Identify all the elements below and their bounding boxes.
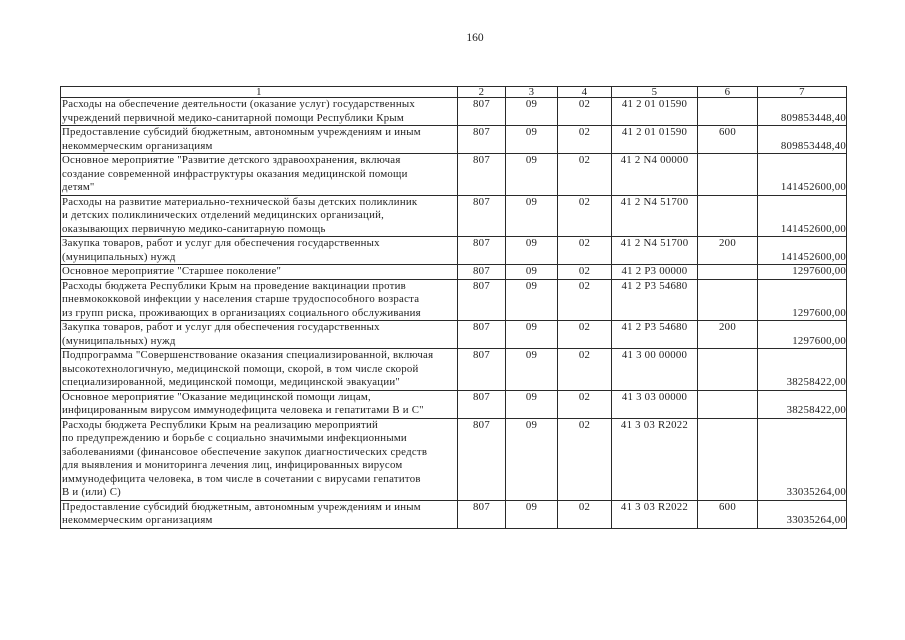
subsection-code: 02 xyxy=(558,98,612,126)
amount: 38258422,00 xyxy=(758,349,847,391)
section-code: 09 xyxy=(506,126,558,154)
section-code: 09 xyxy=(506,349,558,391)
table-header-row xyxy=(61,87,847,98)
expense-type-code: 600 xyxy=(698,126,758,154)
expense-type-code xyxy=(698,349,758,391)
expense-type-code xyxy=(698,390,758,418)
department-code: 807 xyxy=(458,154,506,196)
subsection-code: 02 xyxy=(558,237,612,265)
target-article-code: 41 2 P3 54680 xyxy=(612,321,698,349)
column-number-header: 4 xyxy=(558,87,612,98)
department-code: 807 xyxy=(458,390,506,418)
target-article-code: 41 3 03 00000 xyxy=(612,390,698,418)
item-description: Расходы бюджета Республики Крым на проведение вакцинации против пневмококковой инфекции у населения старше трудоспособного возраста из групп риска, проживающих в организациях социального обслуживания xyxy=(61,279,458,321)
section-code: 09 xyxy=(506,390,558,418)
expense-type-code xyxy=(698,265,758,280)
department-code: 807 xyxy=(458,279,506,321)
table-row xyxy=(61,349,847,391)
table-row xyxy=(61,154,847,196)
section-code: 09 xyxy=(506,500,558,528)
target-article-code: 41 3 03 R2022 xyxy=(612,418,698,500)
item-description: Закупка товаров, работ и услуг для обеспечения государственных (муниципальных) нужд xyxy=(61,321,458,349)
amount: 141452600,00 xyxy=(758,195,847,237)
expense-type-code xyxy=(698,154,758,196)
target-article-code: 41 2 P3 54680 xyxy=(612,279,698,321)
column-number-header: 6 xyxy=(698,87,758,98)
amount: 33035264,00 xyxy=(758,500,847,528)
department-code: 807 xyxy=(458,195,506,237)
subsection-code: 02 xyxy=(558,265,612,280)
amount: 33035264,00 xyxy=(758,418,847,500)
column-number-header: 3 xyxy=(506,87,558,98)
department-code: 807 xyxy=(458,126,506,154)
target-article-code: 41 3 00 00000 xyxy=(612,349,698,391)
column-number-header: 7 xyxy=(758,87,847,98)
section-code: 09 xyxy=(506,418,558,500)
budget-table xyxy=(60,86,847,529)
expense-type-code: 200 xyxy=(698,321,758,349)
department-code: 807 xyxy=(458,418,506,500)
item-description: Основное мероприятие "Старшее поколение" xyxy=(61,265,458,280)
amount: 809853448,40 xyxy=(758,126,847,154)
section-code: 09 xyxy=(506,279,558,321)
section-code: 09 xyxy=(506,98,558,126)
item-description: Основное мероприятие "Оказание медицинской помощи лицам, инфицированным вирусом иммунодефицита человека и гепатитами В и С" xyxy=(61,390,458,418)
table-row xyxy=(61,98,847,126)
table-row xyxy=(61,126,847,154)
table-row xyxy=(61,390,847,418)
table-row xyxy=(61,237,847,265)
target-article-code: 41 2 P3 00000 xyxy=(612,265,698,280)
subsection-code: 02 xyxy=(558,154,612,196)
target-article-code: 41 2 01 01590 xyxy=(612,126,698,154)
section-code: 09 xyxy=(506,321,558,349)
item-description: Расходы на развитие материально-технической базы детских поликлиник и детских поликлинических отделений медицинских организаций, оказывающих первичную медико-санитарную помощь xyxy=(61,195,458,237)
target-article-code: 41 2 N4 51700 xyxy=(612,237,698,265)
item-description: Расходы бюджета Республики Крым на реализацию мероприятий по предупреждению и борьбе с социально значимыми инфекционными заболеваниями (финансовое обеспечение закупок диагностических средств для выявления и мониторинга лечения лиц, инфицированных вирусом иммунодефицита человека, в том числе в сочетании с вирусами гепатитов В и (или) С) xyxy=(61,418,458,500)
expense-type-code xyxy=(698,279,758,321)
item-description: Предоставление субсидий бюджетным, автономным учреждениям и иным некоммерческим организациям xyxy=(61,126,458,154)
amount: 1297600,00 xyxy=(758,321,847,349)
amount: 141452600,00 xyxy=(758,154,847,196)
subsection-code: 02 xyxy=(558,390,612,418)
department-code: 807 xyxy=(458,321,506,349)
item-description: Предоставление субсидий бюджетным, автономным учреждениям и иным некоммерческим организациям xyxy=(61,500,458,528)
subsection-code: 02 xyxy=(558,195,612,237)
amount: 141452600,00 xyxy=(758,237,847,265)
item-description: Основное мероприятие "Развитие детского здравоохранения, включая создание современной инфраструктуры оказания медицинской помощи детям" xyxy=(61,154,458,196)
subsection-code: 02 xyxy=(558,418,612,500)
section-code: 09 xyxy=(506,237,558,265)
table-row xyxy=(61,265,847,280)
item-description: Подпрограмма "Совершенствование оказания специализированной, включая высокотехнологичную, медицинской помощи, скорой, в том числе скорой специализированной, медицинской помощи, медицинской эвакуации" xyxy=(61,349,458,391)
department-code: 807 xyxy=(458,265,506,280)
amount: 38258422,00 xyxy=(758,390,847,418)
section-code: 09 xyxy=(506,265,558,280)
table-row xyxy=(61,279,847,321)
column-number-header: 1 xyxy=(61,87,458,98)
expense-type-code xyxy=(698,418,758,500)
amount: 1297600,00 xyxy=(758,265,847,280)
column-number-header: 5 xyxy=(612,87,698,98)
item-description: Закупка товаров, работ и услуг для обеспечения государственных (муниципальных) нужд xyxy=(61,237,458,265)
subsection-code: 02 xyxy=(558,279,612,321)
section-code: 09 xyxy=(506,195,558,237)
column-number-header: 2 xyxy=(458,87,506,98)
expense-type-code: 600 xyxy=(698,500,758,528)
amount: 809853448,40 xyxy=(758,98,847,126)
table-row xyxy=(61,195,847,237)
department-code: 807 xyxy=(458,500,506,528)
target-article-code: 41 2 N4 51700 xyxy=(612,195,698,237)
subsection-code: 02 xyxy=(558,349,612,391)
target-article-code: 41 2 N4 00000 xyxy=(612,154,698,196)
expense-type-code xyxy=(698,98,758,126)
department-code: 807 xyxy=(458,98,506,126)
subsection-code: 02 xyxy=(558,126,612,154)
expense-type-code: 200 xyxy=(698,237,758,265)
department-code: 807 xyxy=(458,349,506,391)
subsection-code: 02 xyxy=(558,321,612,349)
target-article-code: 41 3 03 R2022 xyxy=(612,500,698,528)
section-code: 09 xyxy=(506,154,558,196)
expense-type-code xyxy=(698,195,758,237)
amount: 1297600,00 xyxy=(758,279,847,321)
page-number: 160 xyxy=(466,32,484,44)
item-description: Расходы на обеспечение деятельности (оказание услуг) государственных учреждений первичной медико-санитарной помощи Республики Крым xyxy=(61,98,458,126)
table-row xyxy=(61,500,847,528)
table-row xyxy=(61,321,847,349)
subsection-code: 02 xyxy=(558,500,612,528)
table-row xyxy=(61,418,847,500)
target-article-code: 41 2 01 01590 xyxy=(612,98,698,126)
department-code: 807 xyxy=(458,237,506,265)
